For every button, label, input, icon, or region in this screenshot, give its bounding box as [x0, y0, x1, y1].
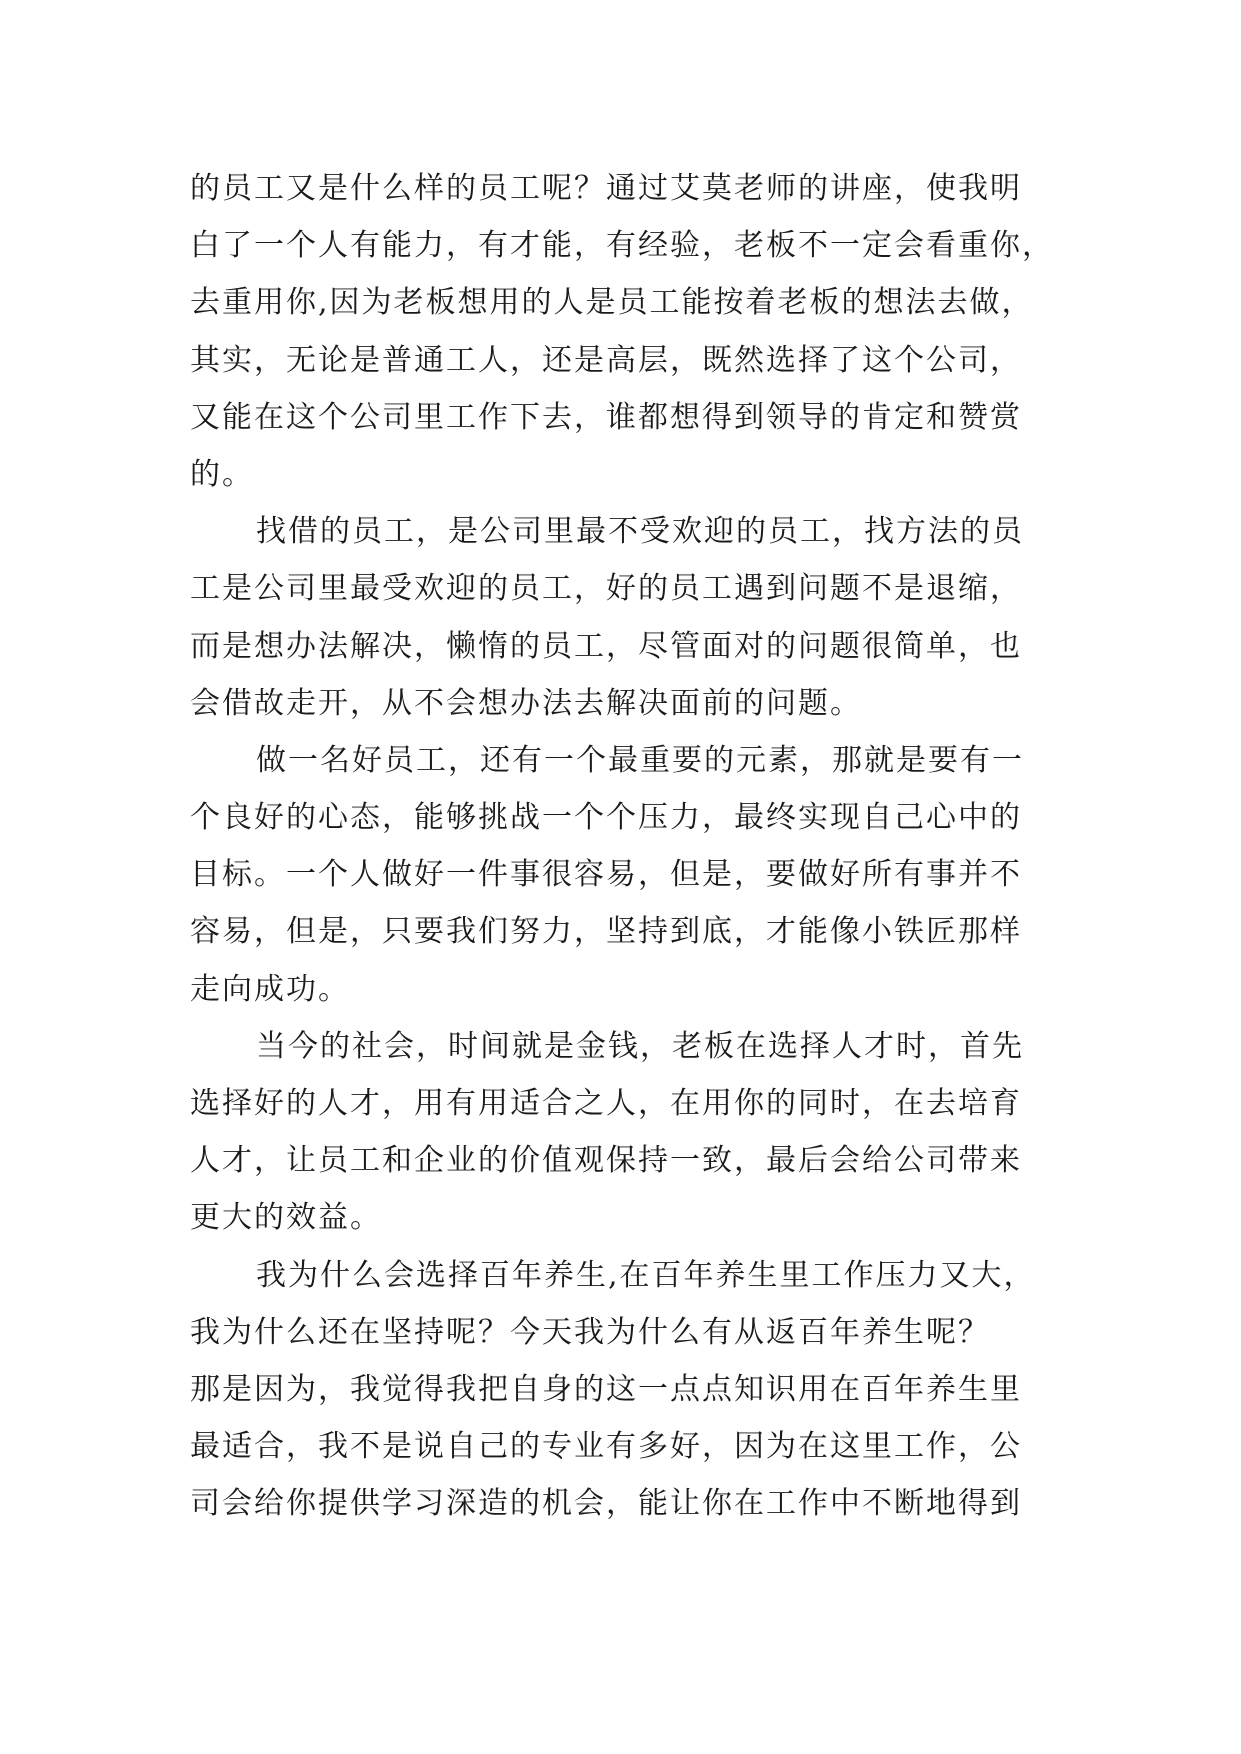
- text-line: 而是想办法解决，懒惰的员工，尽管面对的问题很简单，也: [190, 628, 1022, 664]
- text-line: 个良好的心态，能够挑战一个个压力，最终实现自己心中的: [190, 800, 1022, 836]
- text-line: 司会给你提供学习深造的机会，能让你在工作中不断地得到: [190, 1486, 1022, 1522]
- paragraph-first-line: 找借的员工，是公司里最不受欢迎的员工，找方法的员: [256, 514, 1024, 550]
- text-line: 又能在这个公司里工作下去，谁都想得到领导的肯定和赞赏: [190, 399, 1022, 435]
- paragraph-first-line: 做一名好员工，还有一个最重要的元素，那就是要有一: [256, 742, 1024, 778]
- paragraph-first-line: 当今的社会，时间就是金钱，老板在选择人才时，首先: [256, 1028, 1024, 1064]
- text-line: 的员工又是什么样的员工呢？通过艾莫老师的讲座，使我明: [190, 171, 1022, 206]
- text-line: 白了一个人有能力，有才能，有经验，老板不一定会看重你，: [190, 228, 1054, 264]
- paragraph-first-line: 我为什么会选择百年养生,在百年养生里工作压力又大，: [256, 1257, 1036, 1293]
- text-line: 目标。一个人做好一件事很容易，但是，要做好所有事并不: [190, 857, 1022, 893]
- text-line: 那是因为，我觉得我把自身的这一点点知识用在百年养生里: [190, 1371, 1022, 1407]
- text-line: 最适合，我不是说自己的专业有多好，因为在这里工作，公: [190, 1429, 1022, 1465]
- text-line: 会借故走开，从不会想办法去解决面前的问题。: [190, 685, 862, 721]
- text-line: 工是公司里最受欢迎的员工，好的员工遇到问题不是退缩，: [190, 571, 1022, 607]
- text-line: 我为什么还在坚持呢？今天我为什么有从返百年养生呢？: [190, 1314, 990, 1350]
- text-line: 走向成功。: [190, 971, 350, 1007]
- text-line: 去重用你,因为老板想用的人是员工能按着老板的想法去做，: [190, 285, 1034, 321]
- text-line: 容易，但是，只要我们努力，坚持到底，才能像小铁匠那样: [190, 914, 1022, 950]
- text-line: 的。: [190, 456, 254, 492]
- text-line: 更大的效益。: [190, 1200, 382, 1236]
- text-line: 其实，无论是普通工人，还是高层，既然选择了这个公司，: [190, 342, 1022, 378]
- document-body: [190, 160, 1090, 1533]
- text-line: 选择好的人才，用有用适合之人，在用你的同时，在去培育: [190, 1086, 1022, 1121]
- text-line: 人才，让员工和企业的价值观保持一致，最后会给公司带来: [190, 1143, 1022, 1179]
